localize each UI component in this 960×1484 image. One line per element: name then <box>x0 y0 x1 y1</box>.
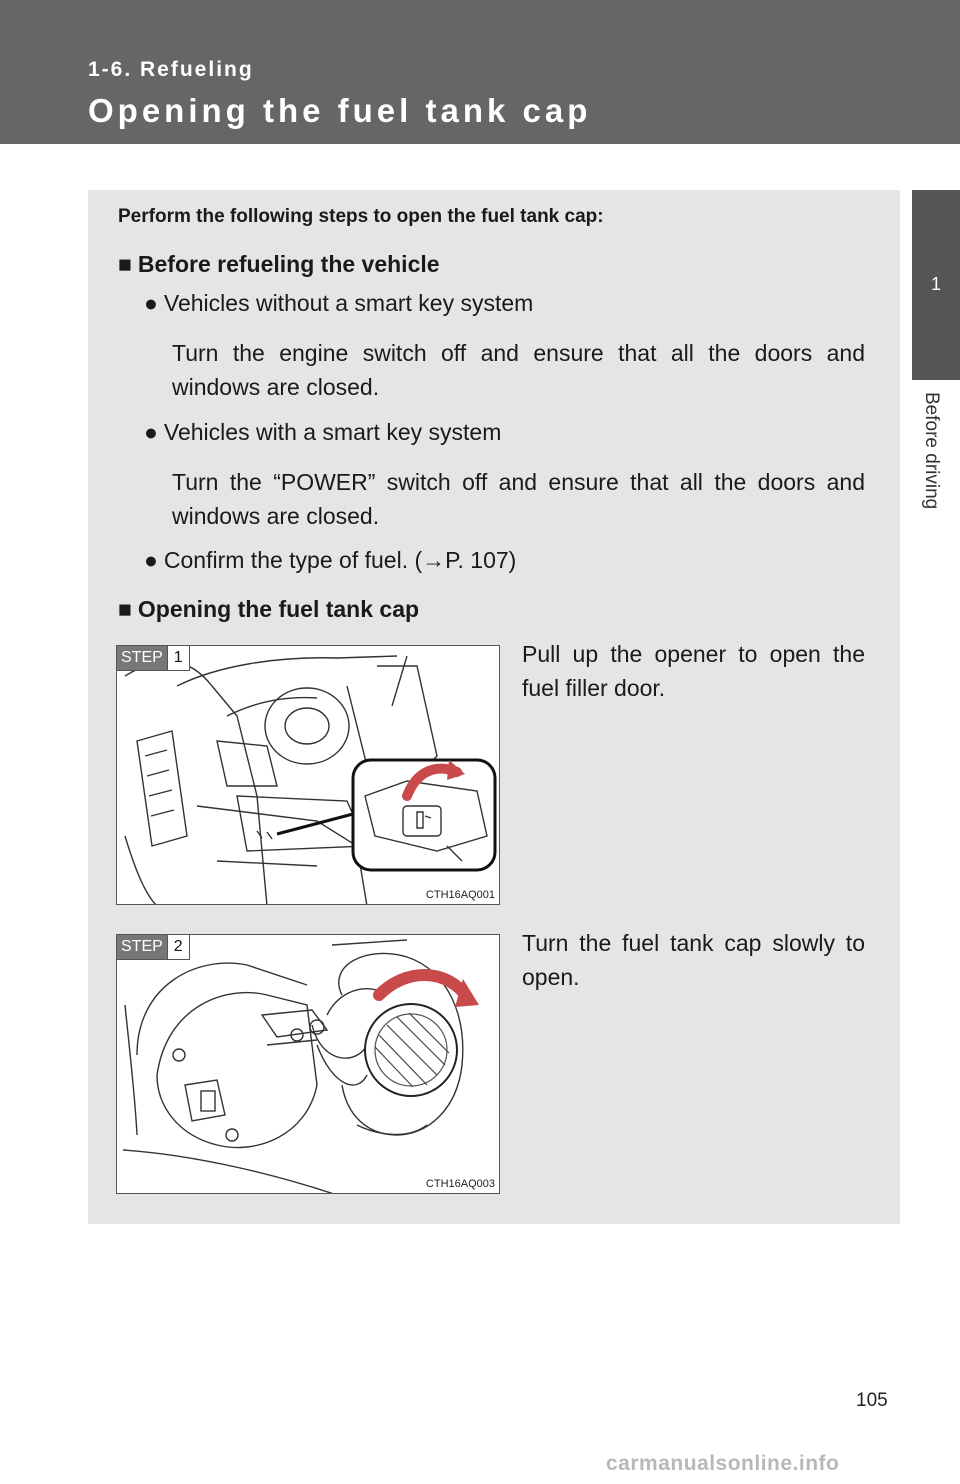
square-bullet-icon: ■ <box>118 251 132 277</box>
step-badge-number: 2 <box>167 935 189 959</box>
page-title: Opening the fuel tank cap <box>88 92 592 129</box>
bullet-confirm-fuel <box>144 547 516 574</box>
fuel-door-opener-illustration <box>117 646 500 905</box>
step2-badge <box>117 935 190 960</box>
bullet-label: Vehicles with a smart key system <box>163 419 502 445</box>
figure-code: CTH16AQ001 <box>425 889 495 901</box>
paragraph-without-smart-key: Turn the engine switch off and ensure that all the doors and windows are closed. <box>172 340 865 400</box>
page-header <box>0 0 960 144</box>
step2-instruction: Turn the fuel tank cap slowly to open. <box>522 930 865 990</box>
bullet-label: Confirm the type of fuel. (→P. 107) <box>163 547 517 573</box>
step2-figure <box>116 934 500 1194</box>
square-bullet-icon: ■ <box>118 596 132 622</box>
chapter-tab <box>912 190 960 380</box>
step-badge-label: STEP <box>117 646 167 670</box>
section-label: 1-6. Refueling <box>88 58 254 81</box>
heading-before-refueling <box>118 251 440 278</box>
step1-instruction: Pull up the opener to open the fuel filler door. <box>522 641 865 701</box>
fuel-cap-illustration <box>117 935 500 1194</box>
step-badge-number: 1 <box>167 646 189 670</box>
circle-bullet-icon: ● <box>144 290 158 316</box>
heading-text: Before refueling the vehicle <box>137 251 440 277</box>
circle-bullet-icon: ● <box>144 419 158 445</box>
chapter-number: 1 <box>930 274 941 294</box>
heading-opening-cap <box>118 596 419 623</box>
figure-code: CTH16AQ003 <box>425 1178 495 1190</box>
chapter-label: Before driving <box>921 392 942 510</box>
step1-badge <box>117 646 190 671</box>
heading-text: Opening the fuel tank cap <box>137 596 420 622</box>
circle-bullet-icon: ● <box>144 547 158 573</box>
step1-figure <box>116 645 500 905</box>
watermark: carmanualsonline.info <box>606 1452 840 1475</box>
bullet-with-smart-key <box>144 419 501 446</box>
step-badge-label: STEP <box>117 935 167 959</box>
bullet-without-smart-key <box>144 290 533 317</box>
bullet-label: Vehicles without a smart key system <box>163 290 534 316</box>
page-number: 105 <box>856 1390 888 1411</box>
paragraph-with-smart-key: Turn the “POWER” switch off and ensure that all the doors and windows are closed. <box>172 469 865 529</box>
intro-text: Perform the following steps to open the fuel tank cap: <box>118 206 604 227</box>
